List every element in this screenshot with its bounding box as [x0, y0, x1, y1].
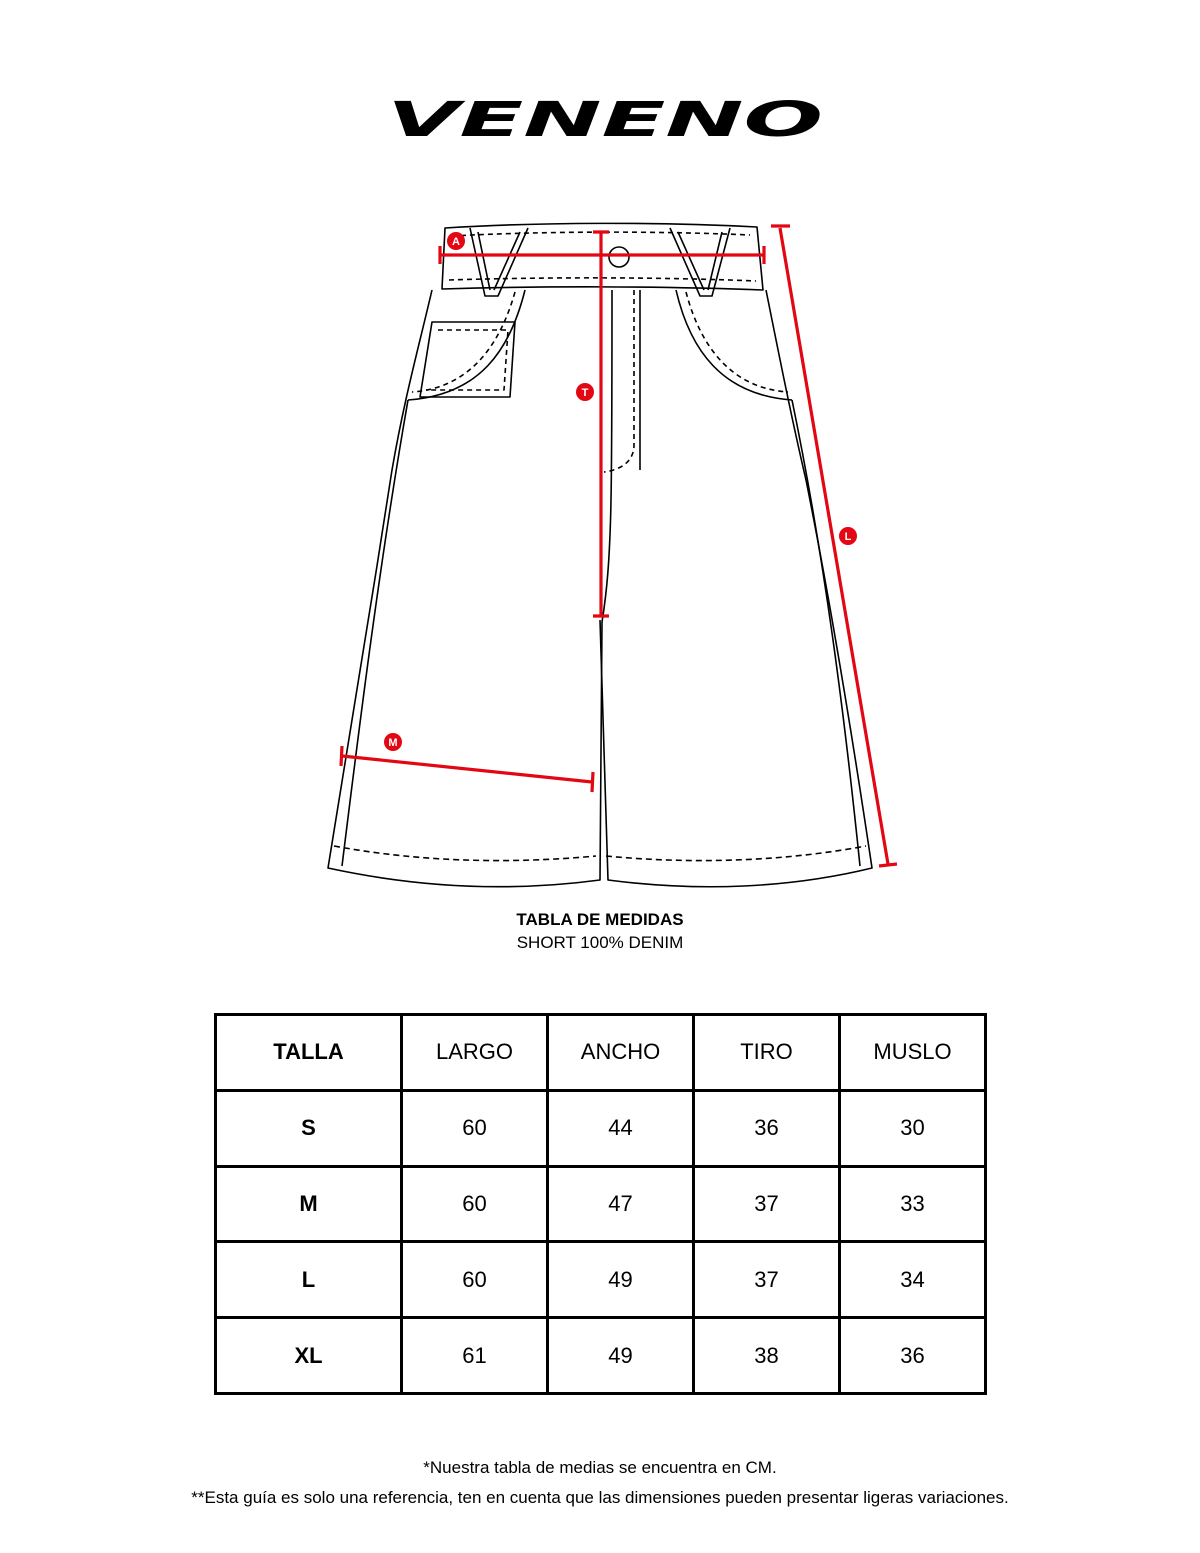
logo-text: VENENO — [387, 96, 823, 142]
size-cell: S — [216, 1090, 402, 1166]
table-header: MUSLO — [840, 1015, 986, 1091]
marker-a-label: A — [452, 236, 460, 248]
table-header: TIRO — [694, 1015, 840, 1091]
right-pocket-curve — [676, 290, 792, 400]
measure-line-thigh — [341, 746, 593, 792]
marker-m-label: M — [388, 737, 398, 749]
units-note: *Nuestra tabla de medias se encuentra en CM. — [423, 1458, 777, 1477]
marker-l — [839, 527, 857, 545]
table-cell: 61 — [402, 1318, 548, 1394]
marker-m — [384, 733, 402, 751]
table-header-row — [216, 1015, 986, 1091]
table-cell: 34 — [840, 1242, 986, 1318]
size-cell: XL — [216, 1318, 402, 1394]
table-header: LARGO — [402, 1015, 548, 1091]
left-leg-outline — [328, 290, 612, 887]
table-header: ANCHO — [548, 1015, 694, 1091]
table-cell: 33 — [840, 1166, 986, 1242]
coin-pocket-stitch — [426, 330, 508, 390]
table-cell: 60 — [402, 1090, 548, 1166]
marker-a — [447, 232, 465, 250]
left-hem-stitch — [334, 846, 596, 861]
size-chart-title: TABLA DE MEDIDAS — [516, 910, 684, 929]
waist-button — [609, 247, 629, 267]
table-row — [216, 1166, 986, 1242]
table-cell: 49 — [548, 1242, 694, 1318]
size-cell: M — [216, 1166, 402, 1242]
right-hem-stitch — [606, 846, 866, 861]
disclaimer-note: **Esta guía es solo una referencia, ten en cuenta que las dimensiones pueden presentar ligeras variaciones. — [191, 1488, 1009, 1507]
table-cell: 38 — [694, 1318, 840, 1394]
table-cell: 44 — [548, 1090, 694, 1166]
table-cell: 36 — [840, 1318, 986, 1394]
table-row — [216, 1318, 986, 1394]
table-cell: 60 — [402, 1242, 548, 1318]
product-subtitle: SHORT 100% DENIM — [516, 933, 684, 952]
table-header: TALLA — [216, 1015, 402, 1091]
table-cell: 47 — [548, 1166, 694, 1242]
belt-loop-left — [470, 228, 528, 296]
table-row — [216, 1242, 986, 1318]
table-cell: 36 — [694, 1090, 840, 1166]
marker-l-label: L — [844, 531, 852, 543]
coin-pocket — [420, 322, 515, 397]
marker-t-label: T — [581, 387, 589, 399]
table-cell: 30 — [840, 1090, 986, 1166]
table-row — [216, 1090, 986, 1166]
measure-line-length — [771, 226, 897, 866]
table-cell: 60 — [402, 1166, 548, 1242]
table-cell: 49 — [548, 1318, 694, 1394]
table-cell: 37 — [694, 1166, 840, 1242]
size-table — [214, 1013, 987, 1395]
table-cell: 37 — [694, 1242, 840, 1318]
size-cell: L — [216, 1242, 402, 1318]
right-pocket-stitch — [686, 292, 788, 392]
fly-line — [604, 290, 634, 472]
marker-t — [576, 383, 594, 401]
left-side-seam — [342, 400, 408, 866]
belt-loop-right — [670, 228, 730, 296]
measure-line-rise — [593, 232, 609, 616]
